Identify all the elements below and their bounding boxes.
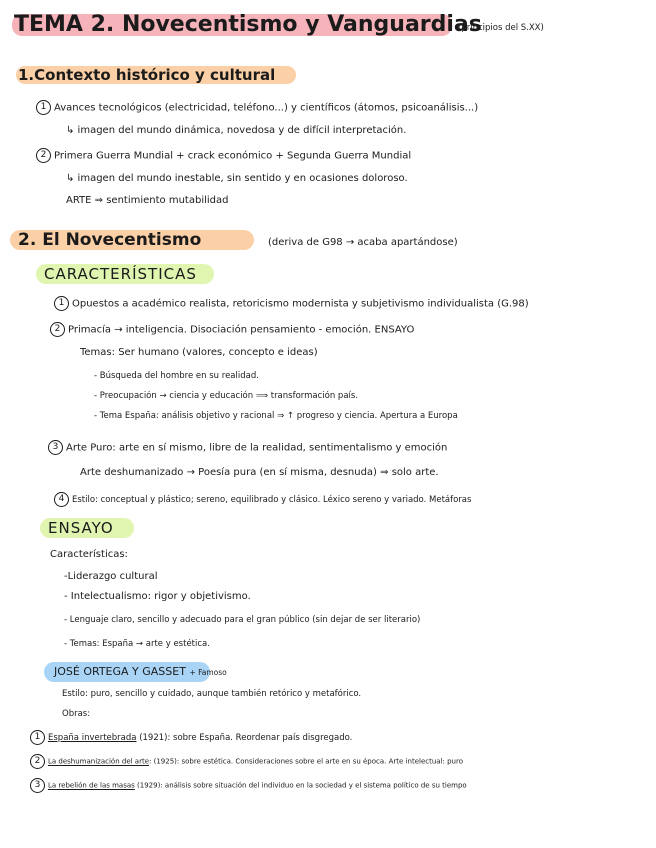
point-text: Arte Puro: arte en sí mismo, libre de la realidad, sentimentalismo y emoción <box>66 442 448 454</box>
number-badge: 3 <box>30 778 45 793</box>
number-badge: 4 <box>54 492 69 507</box>
novecentismo-tema-1: - Búsqueda del hombre en su realidad. <box>94 371 259 381</box>
number-badge: 2 <box>30 754 45 769</box>
number-badge: 3 <box>48 440 63 455</box>
novecentismo-tema-3: - Tema España: análisis objetivo y racional ⇒ ↑ progreso y ciencia. Apertura a Europa <box>94 411 458 421</box>
section1-item-4: ↳ imagen del mundo inestable, sin sentido y en ocasiones doloroso. <box>66 173 408 184</box>
section1-item-text: Primera Guerra Mundial + crack económico + Segunda Guerra Mundial <box>54 150 412 162</box>
point-text: Opuestos a académico realista, retoricismo modernista y subjetivismo individualista (G.98) <box>72 298 529 310</box>
number-badge: 1 <box>30 730 45 745</box>
obra-1 <box>30 730 352 745</box>
novecentismo-arte-deshumanizado: Arte deshumanizado → Poesía pura (en sí misma, desnuda) ⇒ solo arte. <box>80 467 439 478</box>
ensayo-item-2: - Intelectualismo: rigor y objetivismo. <box>64 591 251 602</box>
section1-item-2: ↳ imagen del mundo dinámica, novedosa y de difícil interpretación. <box>66 125 407 136</box>
section1-item-5: ARTE ⇒ sentimiento mutabilidad <box>66 195 229 206</box>
author-name: JOSÉ ORTEGA Y GASSET <box>54 665 186 678</box>
number-badge: 1 <box>54 296 69 311</box>
point-text: Estilo: conceptual y plástico; sereno, equilibrado y clásico. Léxico sereno y variado. Metáforas <box>72 495 472 505</box>
section1-item-1 <box>36 100 478 116</box>
obra-3 <box>30 778 467 793</box>
novecentismo-temas: Temas: Ser humano (valores, concepto e ideas) <box>80 347 318 358</box>
ortega-name <box>54 664 227 681</box>
novecentismo-point-2 <box>50 322 414 338</box>
section1-heading: 1.Contexto histórico y cultural <box>18 66 276 84</box>
section2-heading: 2. El Novecentismo <box>18 230 202 250</box>
obra-description: (1929): análisis sobre situación del individuo en la sociedad y el sistema político de su tiempo <box>137 781 467 790</box>
number-badge: 1 <box>36 100 51 115</box>
section1-item-text: Avances tecnológicos (electricidad, teléfono...) y científicos (átomos, psicoanálisis...) <box>54 102 479 114</box>
obra-2 <box>30 754 463 769</box>
number-badge: 2 <box>36 148 51 163</box>
obra-title: España invertebrada <box>48 733 137 743</box>
ensayo-label: ENSAYO <box>48 519 114 537</box>
obra-title: La rebelión de las masas <box>48 781 135 790</box>
novecentismo-point-4 <box>54 492 471 507</box>
ensayo-item-3: - Lenguaje claro, sencillo y adecuado para el gran público (sin dejar de ser literario) <box>64 615 421 625</box>
obra-description: (1921): sobre España. Reordenar país disgregado. <box>139 733 353 743</box>
caracteristicas-label: CARACTERÍSTICAS <box>44 265 197 283</box>
ensayo-item-4: - Temas: España → arte y estética. <box>64 639 210 649</box>
ortega-estilo: Estilo: puro, sencillo y cuidado, aunque también retórico y metafórico. <box>62 689 362 699</box>
ensayo-item-1: -Liderazgo cultural <box>64 571 158 582</box>
novecentismo-point-3 <box>48 440 447 456</box>
novecentismo-tema-2: - Preocupación → ciencia y educación ⟹ transformación país. <box>94 391 359 401</box>
author-tag: + Famoso <box>189 668 227 677</box>
number-badge: 2 <box>50 322 65 337</box>
page-subtitle: (principios del S.XX) <box>458 23 544 33</box>
obras-label: Obras: <box>62 709 91 719</box>
novecentismo-point-1 <box>54 296 529 312</box>
page-title: TEMA 2. Novecentismo y Vanguardias <box>14 12 482 37</box>
section2-note: (deriva de G98 → acaba apartándose) <box>268 237 458 248</box>
point-text: Primacía → inteligencia. Disociación pensamiento - emoción. ENSAYO <box>68 324 415 336</box>
ensayo-subheading: Características: <box>50 549 128 560</box>
section1-item-3 <box>36 148 411 164</box>
obra-title: La deshumanización del arte <box>48 757 150 766</box>
obra-description: : (1925): sobre estética. Consideraciones sobre el arte en su época. Arte intelectual: puro <box>149 757 463 766</box>
